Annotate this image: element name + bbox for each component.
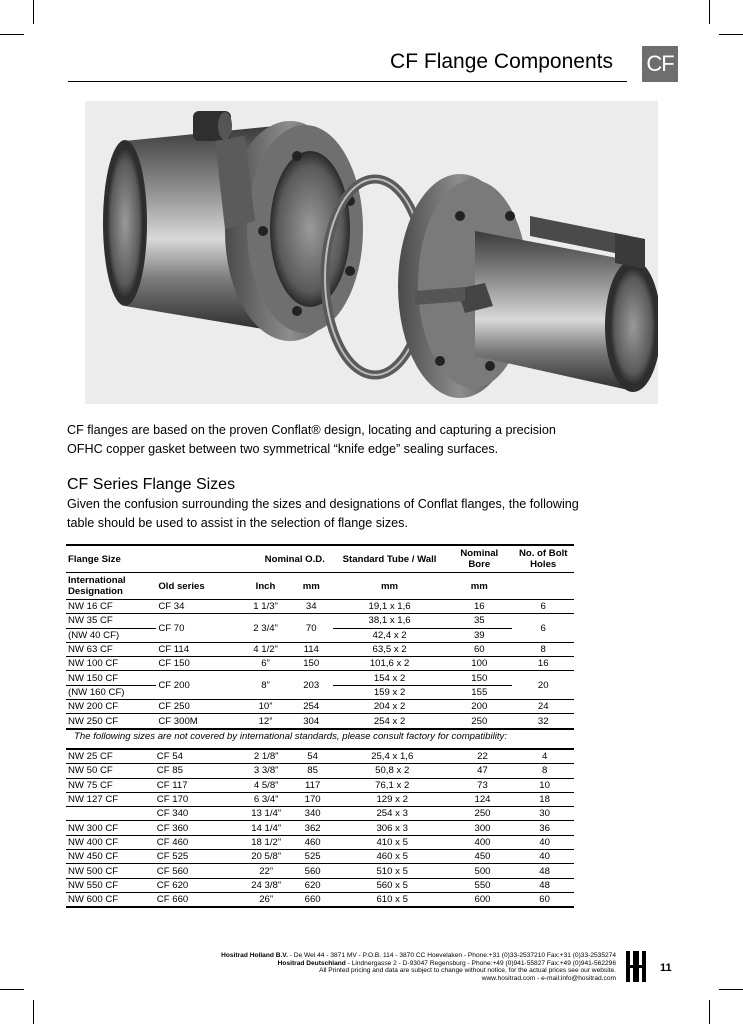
cell-mm: 660 bbox=[304, 894, 321, 906]
cell-tube: 76,1 x 2 bbox=[375, 779, 410, 791]
cell-tube: 63,5 x 2 bbox=[372, 644, 407, 656]
cell-mm: 460 bbox=[304, 836, 321, 848]
page-title: CF Flange Components bbox=[390, 50, 613, 73]
cell-bore: 150 bbox=[446, 671, 512, 685]
cell-bore: 450 bbox=[474, 851, 491, 863]
intro-line: CF flanges are based on the proven Conflat® design, locating and capturing a precision bbox=[67, 423, 556, 437]
cell-tube: 306 x 3 bbox=[376, 822, 408, 834]
cell-international: NW 500 CF bbox=[68, 865, 119, 877]
cell-inch: 10” bbox=[258, 701, 273, 713]
cell-inch: 3 3/8” bbox=[253, 765, 279, 777]
cell-tube: 19,1 x 1,6 bbox=[368, 601, 411, 613]
table-row bbox=[66, 850, 574, 864]
cell-holes: 16 bbox=[537, 658, 549, 670]
cell-mm: 70 bbox=[305, 622, 317, 634]
cell-bore: 47 bbox=[477, 765, 488, 777]
header-holes-text: No. of Bolt Holes bbox=[518, 548, 568, 570]
footer-company-1: Hositrad Holland B.V. bbox=[221, 952, 288, 959]
cell-bore: 35 bbox=[446, 614, 512, 628]
header-tube-wall: Standard Tube / Wall bbox=[342, 553, 437, 565]
crop-mark bbox=[0, 34, 24, 35]
cell-tube: 42,4 x 2 bbox=[372, 629, 407, 641]
cell-international: NW 16 CF bbox=[68, 601, 113, 613]
page-number: 11 bbox=[660, 962, 672, 974]
cell-bore: 124 bbox=[474, 794, 491, 806]
cell-old-series: CF 85 bbox=[156, 765, 183, 777]
section-text bbox=[67, 495, 627, 532]
table-row bbox=[66, 892, 574, 907]
cell-international: NW 150 CF bbox=[66, 671, 156, 685]
table-row bbox=[66, 642, 574, 656]
cell-holes: 8 bbox=[541, 765, 548, 777]
crop-mark bbox=[719, 989, 743, 990]
section-line: Given the confusion surrounding the sizes and designations of Conflat flanges, the following bbox=[67, 497, 579, 511]
cell-old-series: CF 560 bbox=[156, 865, 189, 877]
cell-inch: 6 3/4” bbox=[253, 794, 279, 806]
cell-inch: 14 1/4” bbox=[251, 822, 282, 834]
cell-international: NW 75 CF bbox=[68, 779, 113, 791]
cell-old-series: CF 340 bbox=[156, 808, 189, 820]
table-row bbox=[66, 807, 574, 821]
cell-mm: 117 bbox=[304, 779, 321, 791]
cell-international bbox=[66, 807, 155, 821]
cell-bore: 600 bbox=[474, 894, 491, 906]
cell-tube: 254 x 2 bbox=[373, 715, 406, 727]
cell-tube: 254 x 3 bbox=[376, 808, 408, 820]
cell-holes: 48 bbox=[539, 865, 550, 877]
cell-holes: 40 bbox=[539, 851, 550, 863]
cell-mm: 304 bbox=[303, 715, 320, 727]
cell-mm: 34 bbox=[305, 601, 317, 613]
cell-bore: 250 bbox=[474, 808, 491, 820]
cell-tube: 510 x 5 bbox=[376, 865, 408, 877]
cell-bore: 155 bbox=[471, 686, 488, 698]
cell-bore: 300 bbox=[474, 822, 491, 834]
cell-bore: 39 bbox=[473, 629, 485, 641]
cell-inch: 2 3/4” bbox=[253, 622, 278, 634]
table-row bbox=[66, 749, 574, 764]
footer-line-1 bbox=[96, 952, 616, 960]
cell-mm: 340 bbox=[304, 808, 321, 820]
cell-inch: 4 1/2” bbox=[253, 644, 278, 656]
cell-bore: 250 bbox=[471, 715, 488, 727]
cell-international: NW 300 CF bbox=[68, 822, 119, 834]
hositrad-h-logo-icon bbox=[626, 951, 646, 982]
table-row bbox=[66, 600, 574, 614]
cell-old-series: CF 34 bbox=[158, 601, 185, 613]
section-line: table should be used to assist in the selection of flange sizes. bbox=[67, 515, 408, 530]
table-header-row bbox=[66, 545, 574, 573]
intro-text bbox=[67, 421, 627, 458]
cell-international: NW 50 CF bbox=[68, 765, 113, 777]
cell-tube: 410 x 5 bbox=[376, 836, 408, 848]
cell-mm: 525 bbox=[304, 851, 321, 863]
cell-international: (NW 160 CF) bbox=[68, 686, 125, 698]
cell-inch: 26” bbox=[259, 894, 274, 906]
intro-line: OFHC copper gasket between two symmetrical “knife edge” sealing surfaces. bbox=[67, 441, 499, 456]
cell-old-series: CF 360 bbox=[156, 822, 189, 834]
cell-inch: 2 1/8” bbox=[253, 751, 279, 763]
table-row bbox=[66, 864, 574, 878]
section-badge: CF bbox=[642, 46, 678, 82]
cell-old-series: CF 660 bbox=[156, 894, 189, 906]
cell-tube: 129 x 2 bbox=[376, 794, 408, 806]
cell-international: (NW 40 CF) bbox=[68, 629, 120, 641]
cell-tube: 101,6 x 2 bbox=[369, 658, 410, 670]
cell-bore: 60 bbox=[473, 644, 485, 656]
cell-holes: 40 bbox=[539, 836, 550, 848]
footer-line-4: www.hositrad.com - e-mail:info@hositrad.com bbox=[481, 974, 616, 982]
cell-inch: 6” bbox=[261, 658, 270, 670]
table-row bbox=[66, 700, 574, 714]
cell-inch: 4 5/8” bbox=[253, 779, 279, 791]
header-nominal-od: Nominal O.D. bbox=[264, 553, 325, 565]
header-bore-mm: mm bbox=[470, 580, 488, 592]
cell-inch: 8” bbox=[261, 679, 270, 691]
cell-mm: 170 bbox=[304, 794, 321, 806]
flange-components-illustration bbox=[85, 101, 658, 404]
footer-line-2 bbox=[96, 960, 616, 968]
cell-inch: 12” bbox=[258, 715, 273, 727]
cell-mm: 85 bbox=[307, 765, 318, 777]
crop-mark bbox=[709, 1000, 710, 1024]
cell-bore: 73 bbox=[477, 779, 488, 791]
cell-holes: 30 bbox=[539, 808, 550, 820]
cell-tube: 610 x 5 bbox=[376, 894, 408, 906]
header-tube-mm: mm bbox=[381, 580, 399, 592]
header-mm: mm bbox=[302, 580, 320, 592]
cell-old-series: CF 460 bbox=[156, 836, 189, 848]
cell-international: NW 63 CF bbox=[68, 644, 113, 656]
header-inch: Inch bbox=[255, 580, 276, 592]
cell-holes: 32 bbox=[537, 715, 549, 727]
header-nominal-bore bbox=[446, 545, 512, 573]
cell-holes: 36 bbox=[539, 822, 550, 834]
footer-address-2: - Lindnergasse 2 - D-93047 Regensburg - Phone:+49 (0)941-55827 Fax:+49 (0)941-562296 bbox=[345, 959, 616, 967]
cell-international: NW 550 CF bbox=[68, 879, 119, 891]
cell-holes: 24 bbox=[537, 701, 549, 713]
cell-holes: 10 bbox=[539, 779, 550, 791]
cell-international: NW 127 CF bbox=[68, 794, 119, 806]
cell-holes: 60 bbox=[539, 894, 550, 906]
cell-mm: 362 bbox=[304, 822, 321, 834]
cell-inch: 13 1/4” bbox=[251, 808, 282, 820]
cell-mm: 150 bbox=[303, 658, 320, 670]
compatibility-note: The following sizes are not covered by international standards, please consult factory for compatibility: bbox=[74, 731, 508, 742]
cell-international: NW 400 CF bbox=[68, 836, 119, 848]
cell-mm: 620 bbox=[304, 879, 321, 891]
cell-tube: 460 x 5 bbox=[376, 851, 408, 863]
title-rule bbox=[68, 81, 627, 82]
cell-bore: 500 bbox=[474, 865, 491, 877]
table-row bbox=[66, 821, 574, 835]
table-row bbox=[66, 671, 574, 685]
nonstandard-size-table bbox=[66, 748, 574, 908]
footer-text bbox=[96, 952, 616, 982]
header-old-series: Old series bbox=[158, 580, 205, 592]
cell-international: NW 100 CF bbox=[68, 658, 119, 670]
table-row bbox=[66, 835, 574, 849]
header-flange-size: Flange Size bbox=[68, 553, 121, 565]
table-row bbox=[66, 657, 574, 671]
crop-mark bbox=[709, 0, 710, 24]
cell-mm: 54 bbox=[307, 751, 318, 763]
cell-tube: 204 x 2 bbox=[373, 701, 406, 713]
table-row bbox=[66, 764, 574, 778]
cell-mm: 203 bbox=[303, 679, 320, 691]
cell-tube: 154 x 2 bbox=[333, 671, 446, 685]
flange-size-table bbox=[66, 544, 574, 730]
header-international: International Designation bbox=[68, 575, 126, 597]
cell-old-series: CF 170 bbox=[156, 794, 189, 806]
cell-tube: 560 x 5 bbox=[376, 879, 408, 891]
cell-mm: 254 bbox=[303, 701, 320, 713]
cell-holes: 4 bbox=[541, 751, 548, 763]
crop-mark bbox=[0, 989, 24, 990]
cell-mm: 114 bbox=[303, 644, 319, 656]
table-row bbox=[66, 878, 574, 892]
cell-old-series: CF 525 bbox=[156, 851, 189, 863]
table-row bbox=[66, 714, 574, 729]
cell-tube: 25,4 x 1,6 bbox=[371, 751, 414, 763]
cell-tube: 50,8 x 2 bbox=[375, 765, 410, 777]
crop-mark bbox=[719, 34, 743, 35]
cell-inch: 24 3/8” bbox=[251, 879, 282, 891]
cell-mm: 560 bbox=[304, 865, 321, 877]
cell-old-series: CF 117 bbox=[156, 779, 188, 791]
cell-inch: 18 1/2” bbox=[251, 836, 282, 848]
cell-international: NW 450 CF bbox=[68, 851, 119, 863]
cell-tube: 38,1 x 1,6 bbox=[333, 614, 446, 628]
cell-bore: 16 bbox=[473, 601, 485, 613]
cell-bore: 400 bbox=[474, 836, 491, 848]
cell-old-series: CF 300M bbox=[158, 715, 198, 727]
cell-bore: 22 bbox=[477, 751, 488, 763]
footer-address-1: - De Wel 44 - 3871 MV - P.O.B. 114 - 3870 CC Hoevelaken - Phone:+31 (0)33-2537210 Fax:+31 (0)33-2535274 bbox=[287, 952, 616, 959]
cell-holes: 8 bbox=[540, 644, 546, 656]
cell-international: NW 25 CF bbox=[68, 751, 113, 763]
crop-mark bbox=[33, 1000, 34, 1024]
cell-international: NW 600 CF bbox=[68, 894, 119, 906]
cell-old-series: CF 620 bbox=[156, 879, 189, 891]
cell-inch: 22” bbox=[259, 865, 274, 877]
table-row bbox=[66, 792, 574, 806]
cell-inch: 20 5/8” bbox=[251, 851, 282, 863]
cell-old-series: CF 250 bbox=[158, 701, 190, 713]
cell-holes: 6 bbox=[540, 601, 546, 613]
cell-old-series: CF 200 bbox=[158, 679, 190, 691]
cell-tube: 159 x 2 bbox=[373, 686, 406, 698]
header-bolt-holes bbox=[512, 545, 574, 573]
table-row bbox=[66, 614, 574, 628]
cell-international: NW 250 CF bbox=[68, 715, 119, 727]
cell-holes: 6 bbox=[540, 622, 546, 634]
cell-holes: 48 bbox=[539, 879, 550, 891]
cell-holes: 18 bbox=[539, 794, 550, 806]
table-row bbox=[66, 778, 574, 792]
table-subheader-row bbox=[66, 573, 574, 600]
cell-old-series: CF 54 bbox=[156, 751, 183, 763]
footer-company-2: Hositrad Deutschland bbox=[277, 959, 346, 967]
cell-old-series: CF 150 bbox=[158, 658, 190, 670]
footer-line-3: All Printed pricing and data are subject to change without notice, for the actual prices see our website. bbox=[319, 967, 616, 975]
cell-bore: 550 bbox=[474, 879, 491, 891]
cell-international: NW 200 CF bbox=[68, 701, 119, 713]
cell-inch: 1 1/3” bbox=[253, 601, 278, 613]
section-heading: CF Series Flange Sizes bbox=[67, 476, 236, 493]
cell-international: NW 35 CF bbox=[66, 614, 156, 628]
cell-bore: 200 bbox=[471, 701, 488, 713]
cell-holes: 20 bbox=[537, 679, 549, 691]
header-bore-text: Nominal Bore bbox=[460, 548, 499, 570]
cell-old-series: CF 114 bbox=[158, 644, 190, 656]
cell-old-series: CF 70 bbox=[158, 622, 185, 634]
cell-bore: 100 bbox=[471, 658, 488, 670]
crop-mark bbox=[33, 0, 34, 24]
